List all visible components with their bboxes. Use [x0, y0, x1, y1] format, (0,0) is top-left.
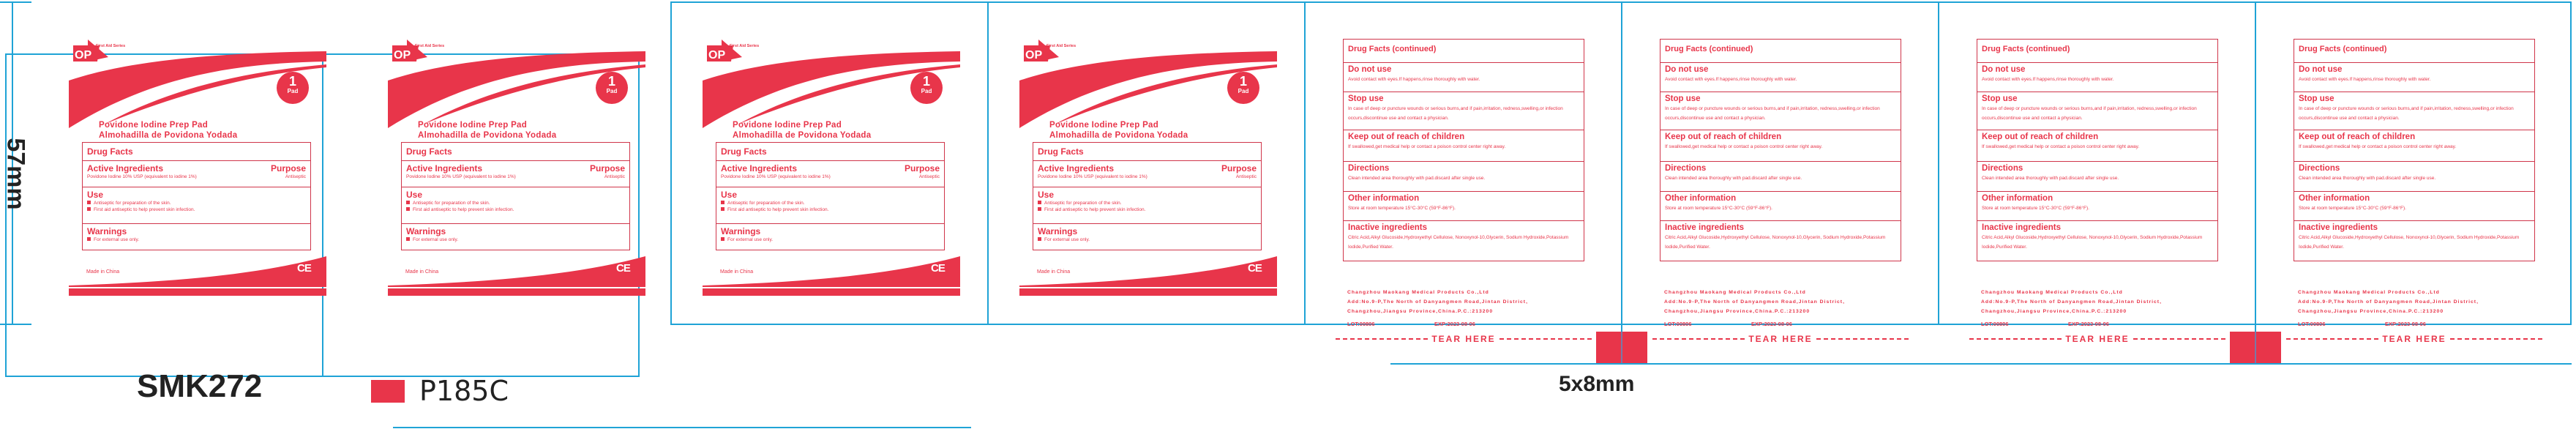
warning-item: For external use only.: [413, 237, 459, 242]
company-line: Changzhou Maokang Medical Products Co.,Ltd: [1981, 290, 2123, 295]
title-english: Povidone Iodine Prep Pad: [99, 121, 209, 130]
section-text: Citric Acid,Alkyl Glucoside,Hydroxyethyl Cellulose, Nonoxynol-10,Glycerin, Sodium Hydroxide,Potassium Iodide,Purified Water.: [1348, 235, 1569, 250]
product-title: [733, 120, 871, 141]
drug-facts-continued-box: [1343, 39, 1584, 261]
active-ingredients-text: Povidone Iodine 10% USP (equivalent to iodine 1%): [87, 174, 197, 179]
section-heading: Other information: [1982, 194, 2053, 203]
drug-facts-box: [82, 142, 311, 250]
bullet-square-icon: [1038, 237, 1041, 241]
section-heading: Directions: [2299, 164, 2340, 173]
section-text: In case of deep or puncture wounds or serious burns,and if pain,irritation, redness,swelling,or infection occurs,discontinue use and contact a physician.: [1348, 106, 1563, 121]
drug-facts-heading: Drug Facts: [87, 146, 133, 157]
company-line: Changzhou,Jiangsu Province,China.P.C.:213200: [1347, 309, 1494, 314]
company-line: Changzhou,Jiangsu Province,China.P.C.:213200: [1664, 309, 1811, 314]
warnings-heading: Warnings: [87, 226, 127, 236]
logo-text: First Aid Series: [730, 44, 760, 48]
title-english: Povidone Iodine Prep Pad: [1049, 121, 1159, 130]
pad-count-number: 1: [922, 74, 930, 89]
section-text: Citric Acid,Alkyl Glucoside,Hydroxyethyl Cellulose, Nonoxynol-10,Glycerin, Sodium Hydroxide,Potassium Iodide,Purified Water.: [1982, 235, 2203, 250]
section-heading: Inactive ingredients: [1982, 223, 2062, 232]
title-english: Povidone Iodine Prep Pad: [418, 121, 528, 130]
pad-count-word: Pad: [921, 88, 932, 94]
section-text: Clean intended area thoroughly with pad.discard after single use.: [1665, 176, 1802, 181]
company-line: Changzhou Maokang Medical Products Co.,Ltd: [2298, 290, 2440, 295]
active-ingredients-heading: Active Ingredients: [721, 163, 798, 174]
fold-line: [1938, 1, 1939, 325]
bullet-square-icon: [1038, 201, 1041, 204]
fold-line: [1621, 1, 1622, 365]
pantone-swatch: [371, 380, 405, 403]
pad-count-number: 1: [607, 74, 615, 89]
lot-number: LOT:00806: [1664, 321, 1692, 327]
pad-count-word: Pad: [606, 88, 618, 94]
drug-facts-continued-heading: Drug Facts (continued): [2299, 45, 2387, 53]
tear-here-line: [1336, 334, 1592, 344]
dashed-line: [1336, 338, 1428, 340]
section-heading: Do not use: [1348, 65, 1392, 74]
section-text: Store at room temperature 15°C-30°C (59°F-86°F).: [1665, 206, 1772, 211]
company-line: Changzhou,Jiangsu Province,China.P.C.:213200: [2298, 309, 2444, 314]
section-text: Clean intended area thoroughly with pad.discard after single use.: [1982, 176, 2119, 181]
model-code-label: SMK272: [137, 368, 263, 404]
section-heading: Inactive ingredients: [1665, 223, 1745, 232]
section-heading: Other information: [1348, 194, 1420, 203]
svg-text:OP: OP: [75, 49, 92, 61]
title-spanish: Almohadilla de Povidona Yodada: [733, 131, 872, 140]
notch-baseline: [1390, 363, 2572, 365]
bullet-square-icon: [87, 201, 91, 204]
notch-center-line: [1621, 332, 1622, 363]
height-dimension-label: 57mm: [1, 138, 30, 210]
section-heading: Stop use: [1348, 94, 1384, 103]
front-panel: [1019, 37, 1283, 300]
svg-text:OP: OP: [708, 49, 726, 61]
bottom-swoosh-graphic: [1019, 256, 1277, 297]
drug-facts-box: [1033, 142, 1262, 250]
svg-text:OP: OP: [394, 49, 411, 61]
bullet-square-icon: [721, 237, 724, 241]
dashed-line: [1969, 338, 2062, 340]
company-line: Add:No.9-P,The North of Danyangmen Road,Jintan District,: [1347, 299, 1528, 305]
ce-mark-icon: CE: [297, 262, 311, 275]
company-line: Changzhou Maokang Medical Products Co.,Ltd: [1347, 290, 1489, 295]
ce-mark-icon: CE: [1248, 262, 1262, 275]
bullet-square-icon: [721, 201, 724, 204]
section-heading: Do not use: [1665, 65, 1709, 74]
warnings-heading: Warnings: [406, 226, 446, 236]
back-panel: [1343, 39, 1592, 346]
made-in-label: Made in China: [405, 269, 439, 275]
section-heading: Do not use: [2299, 65, 2343, 74]
pad-count-number: 1: [1239, 74, 1247, 89]
drug-facts-heading: Drug Facts: [406, 146, 452, 157]
active-ingredients-text: Povidone Iodine 10% USP (equivalent to iodine 1%): [406, 174, 516, 179]
bullet-square-icon: [406, 207, 410, 211]
dashed-line: [2133, 338, 2225, 340]
dashed-line: [2450, 338, 2542, 340]
manufacturer-info: [1981, 288, 2162, 316]
use-heading: Use: [1038, 190, 1055, 200]
bottom-swoosh-graphic: [388, 256, 645, 297]
purpose-heading: Purpose: [904, 163, 940, 174]
svg-text:OP: OP: [1025, 49, 1043, 61]
pad-count-badge: [910, 72, 943, 104]
purpose-text: Antiseptic: [1235, 174, 1257, 179]
fold-line: [987, 1, 989, 325]
section-text: Citric Acid,Alkyl Glucoside,Hydroxyethyl Cellulose, Nonoxynol-10,Glycerin, Sodium Hydroxide,Potassium Iodide,Purified Water.: [1665, 235, 1886, 250]
logo-text: First Aid Series: [1046, 44, 1077, 48]
drug-facts-continued-heading: Drug Facts (continued): [1982, 45, 2070, 53]
expiry-date: EXP:2023-08-06: [1751, 321, 1792, 327]
active-ingredients-text: Povidone Iodine 10% USP (equivalent to iodine 1%): [1038, 174, 1147, 179]
section-text: If swallowed,get medical help or contact a poison control center right away.: [1982, 144, 2140, 149]
front-panel: [703, 37, 966, 300]
purpose-heading: Purpose: [270, 163, 306, 174]
drug-facts-continued-heading: Drug Facts (continued): [1348, 45, 1437, 53]
active-ingredients-heading: Active Ingredients: [1038, 163, 1115, 174]
notch-center-line: [2255, 332, 2256, 363]
bottom-swoosh-graphic: [69, 256, 326, 297]
section-text: If swallowed,get medical help or contact a poison control center right away.: [1348, 144, 1506, 149]
dashed-line: [1816, 338, 1909, 340]
section-text: Store at room temperature 15°C-30°C (59°F-86°F).: [2299, 206, 2406, 211]
expiry-date: EXP:2023-08-06: [1434, 321, 1475, 327]
dashed-line: [2286, 338, 2378, 340]
purpose-text: Antiseptic: [285, 174, 306, 179]
pad-count-word: Pad: [287, 88, 299, 94]
company-line: Add:No.9-P,The North of Danyangmen Road,Jintan District,: [2298, 299, 2479, 305]
section-heading: Keep out of reach of children: [1665, 133, 1782, 141]
use-item: First aid antiseptic to help prevent skin infection.: [1044, 207, 1146, 212]
section-text: If swallowed,get medical help or contact a poison control center right away.: [1665, 144, 1823, 149]
ce-mark-icon: CE: [931, 262, 945, 275]
pantone-label: P185C: [419, 375, 509, 407]
section-text: Store at room temperature 15°C-30°C (59°F-86°F).: [1348, 206, 1456, 211]
bottom-swoosh-graphic: [703, 256, 960, 297]
bullet-square-icon: [87, 207, 91, 211]
active-ingredients-text: Povidone Iodine 10% USP (equivalent to iodine 1%): [721, 174, 831, 179]
bullet-square-icon: [406, 201, 410, 204]
section-heading: Inactive ingredients: [1348, 223, 1428, 232]
section-text: If swallowed,get medical help or contact a poison control center right away.: [2299, 144, 2457, 149]
drug-facts-continued-box: [1977, 39, 2218, 261]
drug-facts-box: [716, 142, 945, 250]
product-title: [418, 120, 556, 141]
drug-facts-continued-box: [2294, 39, 2535, 261]
drug-facts-continued-heading: Drug Facts (continued): [1665, 45, 1753, 53]
product-title: [99, 120, 237, 141]
purpose-text: Antiseptic: [918, 174, 940, 179]
lot-number: LOT:00806: [1347, 321, 1375, 327]
drug-facts-heading: Drug Facts: [1038, 146, 1084, 157]
dashed-line: [1499, 338, 1592, 340]
ce-mark-icon: CE: [616, 262, 630, 275]
section-text: Citric Acid,Alkyl Glucoside,Hydroxyethyl Cellulose, Nonoxynol-10,Glycerin, Sodium Hydroxide,Potassium Iodide,Purified Water.: [2299, 235, 2520, 250]
active-ingredients-heading: Active Ingredients: [406, 163, 483, 174]
drug-facts-continued-box: [1660, 39, 1901, 261]
pad-count-badge: [277, 72, 309, 104]
manufacturer-info: [1664, 288, 1845, 316]
title-spanish: Almohadilla de Povidona Yodada: [1049, 131, 1188, 140]
drug-facts-box: [401, 142, 630, 250]
tear-here-label: TEAR HERE: [2382, 334, 2446, 344]
use-heading: Use: [406, 190, 423, 200]
use-item: Antiseptic for preparation of the skin.: [413, 201, 490, 206]
section-heading: Do not use: [1982, 65, 2026, 74]
pad-count-badge: [596, 72, 628, 104]
made-in-label: Made in China: [1037, 269, 1071, 275]
front-panel: [69, 37, 332, 300]
use-item: First aid antiseptic to help prevent skin infection.: [727, 207, 829, 212]
front-panel: [388, 37, 651, 300]
title-spanish: Almohadilla de Povidona Yodada: [418, 131, 557, 140]
section-heading: Directions: [1348, 164, 1390, 173]
manufacturer-info: [2298, 288, 2479, 316]
tear-here-line: [2286, 334, 2542, 344]
warning-item: For external use only.: [727, 237, 774, 242]
bullet-square-icon: [406, 237, 410, 241]
warning-item: For external use only.: [1044, 237, 1090, 242]
use-heading: Use: [721, 190, 738, 200]
lot-number: LOT:00806: [1981, 321, 2009, 327]
section-heading: Keep out of reach of children: [1348, 133, 1465, 141]
pad-count-badge: [1227, 72, 1259, 104]
section-text: Clean intended area thoroughly with pad.discard after single use.: [1348, 176, 1486, 181]
title-english: Povidone Iodine Prep Pad: [733, 121, 842, 130]
company-line: Add:No.9-P,The North of Danyangmen Road,Jintan District,: [1664, 299, 1845, 305]
product-title: [1049, 120, 1188, 141]
company-line: Add:No.9-P,The North of Danyangmen Road,Jintan District,: [1981, 299, 2162, 305]
use-item: Antiseptic for preparation of the skin.: [94, 201, 171, 206]
back-panel: [2294, 39, 2542, 346]
lot-number: LOT:00806: [2298, 321, 2326, 327]
section-text: In case of deep or puncture wounds or serious burns,and if pain,irritation, redness,swelling,or infection occurs,discontinue use and contact a physician.: [1982, 106, 2197, 121]
use-item: Antiseptic for preparation of the skin.: [1044, 201, 1122, 206]
fold-line: [2255, 1, 2256, 365]
dashed-line: [1652, 338, 1745, 340]
tear-here-line: [1652, 334, 1909, 344]
title-spanish: Almohadilla de Povidona Yodada: [99, 131, 238, 140]
notch-size-label: 5x8mm: [1559, 372, 1635, 396]
tear-here-label: TEAR HERE: [2065, 334, 2130, 344]
section-text: In case of deep or puncture wounds or serious burns,and if pain,irritation, redness,swelling,or infection occurs,discontinue use and contact a physician.: [1665, 106, 1880, 121]
section-text: Avoid contact with eyes.If happens,rinse thoroughly with water.: [1982, 77, 2114, 82]
purpose-heading: Purpose: [589, 163, 625, 174]
use-item: First aid antiseptic to help prevent skin infection.: [94, 207, 195, 212]
section-heading: Stop use: [1982, 94, 2018, 103]
tear-here-line: [1969, 334, 2225, 344]
drug-facts-heading: Drug Facts: [721, 146, 767, 157]
section-heading: Directions: [1982, 164, 2023, 173]
active-ingredients-heading: Active Ingredients: [87, 163, 164, 174]
tear-here-label: TEAR HERE: [1431, 334, 1496, 344]
made-in-label: Made in China: [86, 269, 120, 275]
height-guide-top-tick: [0, 1, 31, 3]
company-line: Changzhou Maokang Medical Products Co.,Ltd: [1664, 290, 1806, 295]
back-panel: [1977, 39, 2225, 346]
warnings-heading: Warnings: [721, 226, 761, 236]
section-heading: Other information: [2299, 194, 2370, 203]
expiry-date: EXP:2023-08-06: [2385, 321, 2426, 327]
logo-text: First Aid Series: [415, 44, 445, 48]
section-heading: Stop use: [1665, 94, 1701, 103]
tear-here-label: TEAR HERE: [1748, 334, 1813, 344]
section-heading: Keep out of reach of children: [1982, 133, 2099, 141]
section-heading: Directions: [1665, 164, 1707, 173]
section-heading: Stop use: [2299, 94, 2334, 103]
pad-count-word: Pad: [1238, 88, 1249, 94]
bullet-square-icon: [87, 237, 91, 241]
section-heading: Keep out of reach of children: [2299, 133, 2416, 141]
purpose-text: Antiseptic: [604, 174, 625, 179]
fold-line: [1304, 1, 1306, 325]
pad-count-number: 1: [288, 74, 296, 89]
company-line: Changzhou,Jiangsu Province,China.P.C.:213200: [1981, 309, 2127, 314]
bullet-square-icon: [1038, 207, 1041, 211]
made-in-label: Made in China: [720, 269, 754, 275]
manufacturer-info: [1347, 288, 1528, 316]
section-text: Avoid contact with eyes.If happens,rinse thoroughly with water.: [2299, 77, 2431, 82]
section-heading: Other information: [1665, 194, 1737, 203]
purpose-heading: Purpose: [1221, 163, 1257, 174]
back-panel: [1660, 39, 1909, 346]
section-heading: Inactive ingredients: [2299, 223, 2378, 232]
section-text: Avoid contact with eyes.If happens,rinse thoroughly with water.: [1665, 77, 1797, 82]
bottom-guide-line: [393, 427, 971, 428]
expiry-date: EXP:2023-08-06: [2068, 321, 2109, 327]
section-text: Clean intended area thoroughly with pad.discard after single use.: [2299, 176, 2436, 181]
use-item: First aid antiseptic to help prevent skin infection.: [413, 207, 514, 212]
logo-text: First Aid Series: [96, 44, 126, 48]
warnings-heading: Warnings: [1038, 226, 1078, 236]
use-item: Antiseptic for preparation of the skin.: [727, 201, 805, 206]
bullet-square-icon: [721, 207, 724, 211]
use-heading: Use: [87, 190, 104, 200]
warning-item: For external use only.: [94, 237, 140, 242]
section-text: Store at room temperature 15°C-30°C (59°F-86°F).: [1982, 206, 2089, 211]
section-text: Avoid contact with eyes.If happens,rinse thoroughly with water.: [1348, 77, 1480, 82]
section-text: In case of deep or puncture wounds or serious burns,and if pain,irritation, redness,swelling,or infection occurs,discontinue use and contact a physician.: [2299, 106, 2514, 121]
